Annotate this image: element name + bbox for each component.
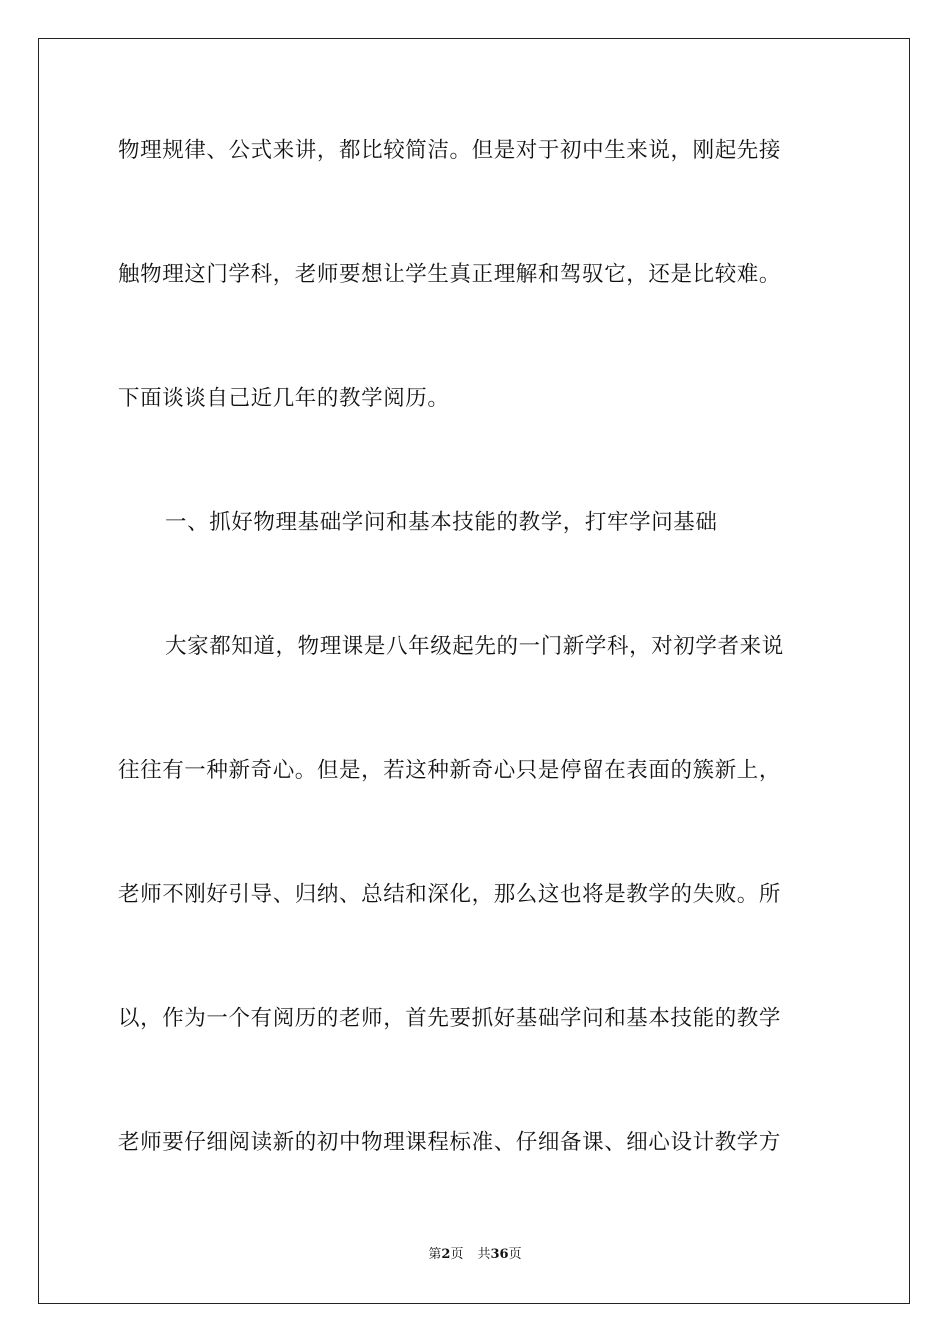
text-line-2: 触物理这门学科，老师要想让学生真正理解和驾驭它，还是比较难。 [118, 262, 782, 287]
text-line-9: 老师要仔细阅读新的初中物理课程标准、仔细备课、细心设计教学方 [118, 1130, 782, 1155]
text-line-8: 以，作为一个有阅历的老师，首先要抓好基础学问和基本技能的教学 [118, 1006, 782, 1031]
page-number: 2 [441, 1247, 451, 1262]
page-prefix: 第 [428, 1247, 442, 1262]
total-prefix: 共 [477, 1247, 491, 1262]
page-footer [0, 1246, 950, 1264]
text-line-5: 大家都知道，物理课是八年级起先的一门新学科，对初学者来说 [165, 634, 784, 659]
text-line-7: 老师不刚好引导、归纳、总结和深化，那么这也将是教学的失败。所 [118, 882, 782, 907]
page-suffix: 页 [450, 1247, 464, 1262]
total-pages: 36 [490, 1247, 509, 1262]
page-border [38, 38, 910, 1304]
text-line-6: 往往有一种新奇心。但是，若这种新奇心只是停留在表面的簇新上， [118, 758, 782, 783]
text-line-3: 下面谈谈自己近几年的教学阅历。 [118, 386, 450, 411]
text-line-1: 物理规律、公式来讲，都比较简洁。但是对于初中生来说，刚起先接 [118, 138, 782, 163]
total-suffix: 页 [508, 1247, 522, 1262]
section-heading: 一、抓好物理基础学问和基本技能的教学，打牢学问基础 [165, 510, 718, 535]
